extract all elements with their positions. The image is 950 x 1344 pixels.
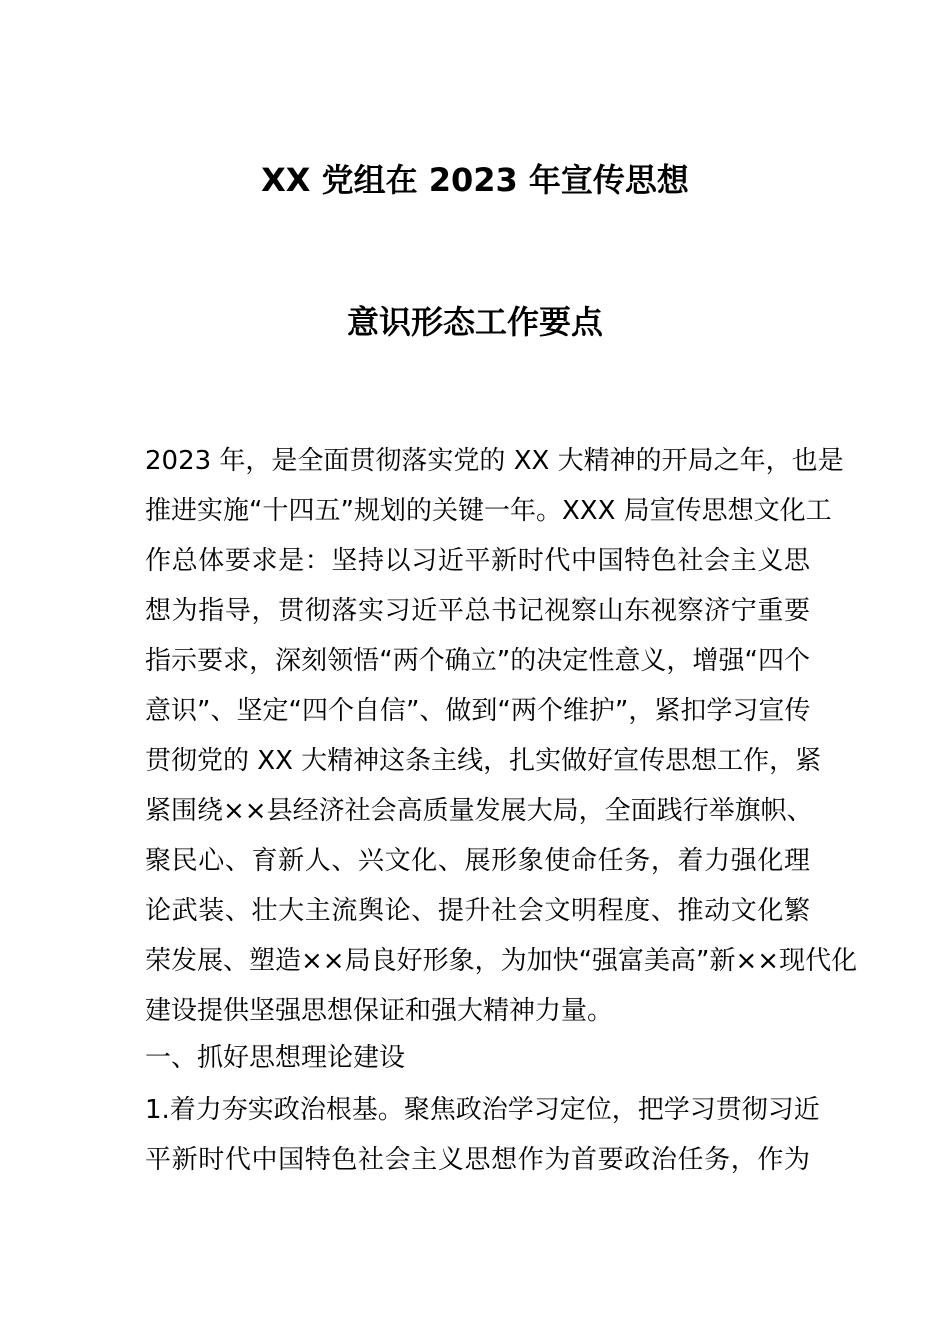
section-1-heading: 一、抓好思想理论建设: [145, 1043, 406, 1073]
intro-line-7: 贯彻党的 XX 大精神这条主线，扎实做好宣传思想工作，紧: [145, 746, 822, 776]
intro-line-3: 作总体要求是：坚持以习近平新时代中国特色社会主义思: [145, 546, 810, 576]
document-title-line-2: 意识形态工作要点: [346, 303, 603, 341]
intro-line-8: 紧围绕××县经济社会高质量发展大局，全面践行举旗帜、: [145, 796, 813, 826]
intro-line-2: 推进实施“十四五”规划的关键一年。XXX 局宣传思想文化工: [145, 496, 832, 526]
intro-line-1: 2023 年，是全面贯彻落实党的 XX 大精神的开局之年，也是: [145, 446, 844, 476]
section-1-line-2: 平新时代中国特色社会主义思想作为首要政治任务，作为: [145, 1145, 810, 1175]
intro-line-5: 指示要求，深刻领悟“两个确立”的决定性意义，增强“四个: [145, 646, 810, 676]
intro-line-6: 意识”、坚定“四个自信”、做到“两个维护”，紧扣学习宣传: [145, 696, 811, 726]
intro-line-11: 荣发展、塑造××局良好形象，为加快“强富美高”新××现代化: [145, 946, 858, 976]
section-1-line-1: 1.着力夯实政治根基。聚焦政治学习定位，把学习贯彻习近: [145, 1095, 820, 1125]
intro-line-9: 聚民心、育新人、兴文化、展形象使命任务，着力强化理: [145, 846, 810, 876]
intro-line-4: 想为指导，贯彻落实习近平总书记视察山东视察济宁重要: [145, 596, 810, 626]
document-title-line-1: XX 党组在 2023 年宣传思想: [261, 161, 689, 199]
intro-line-12: 建设提供坚强思想保证和强大精神力量。: [145, 996, 614, 1026]
intro-line-10: 论武装、壮大主流舆论、提升社会文明程度、推动文化繁: [145, 896, 810, 926]
